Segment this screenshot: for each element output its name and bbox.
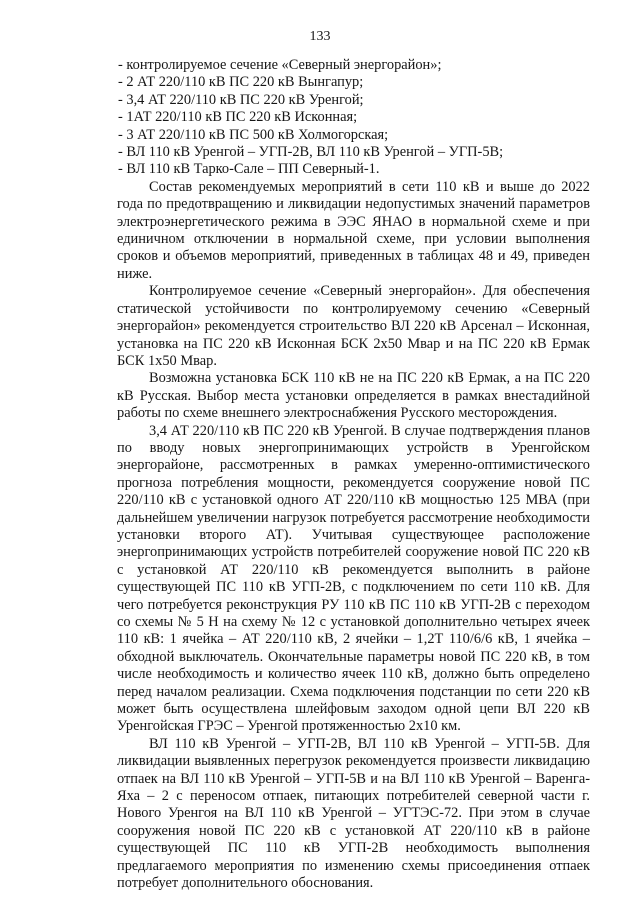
list-item: - ВЛ 110 кВ Тарко-Сале – ПП Северный-1. xyxy=(118,161,380,178)
paragraph-measures-overview: Состав рекомендуемых мероприятий в сети 110 кВ и выше до 2022 года по предотвращению и ликвидации недопустимых значений параметров электроэнергетического режима в ЭЭС ЯНАО в нормальной схеме и при единичном отключении в нормальной схеме, при условии выполнения сроков и объемов мероприятий, приведенных в таблицах 48 и 49, приведен ниже. xyxy=(117,178,590,282)
paragraph-northern-section: Контролируемое сечение «Северный энергорайон». Для обеспечения статической устойчивости по контролируемому сечению «Северный энергорайон» рекомендуется строительство ВЛ 220 кВ Арсенал – Исконная, установка на ПС 220 кВ Исконная БСК 2х50 Мвар и на ПС 220 кВ Ермак БСК 1х50 Мвар. xyxy=(117,283,590,369)
list-item: - 3,4 АТ 220/110 кВ ПС 220 кВ Уренгой; xyxy=(118,91,364,108)
paragraph-urengoy-at: 3,4 АТ 220/110 кВ ПС 220 кВ Уренгой. В случае подтверждения планов по вводу новых энергопринимающих устройств в Уренгойском энергорайоне, рассмотренных в рамках умеренно-оптимистического прогноза потребления мощности, рекомендуется сооружение новой ПС 220/110 кВ с установкой одного АТ 220/110 кВ мощностью 125 МВА (при дальнейшем увеличении нагрузок потребуется рассмотрение необходимости установки второго АТ). Учитывая существующее расположение энергопринимающих устройств потребителей сооружение новой ПС 220 кВ с установкой АТ 220/110 кВ рекомендуется выполнить в районе существующей ПС 110 кВ УГП-2В, с подключением по сети 110 кВ. Для чего потребуется реконструкция РУ 110 кВ ПС 110 кВ УГП-2В с переходом со схемы № 5 Н на схему № 12 с установкой дополнительно четырех ячеек 110 кВ: 1 ячейка – АТ 220/110 кВ, 2 ячейки – 1,2Т 110/6/6 кВ, 1 ячейка – обходной выключатель. Окончательные параметры новой ПС 220 кВ, в том числе необходимость и количество ячеек 110 кВ, должно быть определено перед началом реализации. Схема подключения подстанции по сети 220 кВ может быть осуществлена шлейфовым заходом одной цепи ВЛ 220 кВ Уренгойская ГРЭС – Уренгой протяженностью 2х10 км. xyxy=(117,422,590,735)
list-item: - контролируемое сечение «Северный энергорайон»; xyxy=(118,57,442,73)
paragraph-bsk-placement: Возможна установка БСК 110 кВ не на ПС 220 кВ Ермак, а на ПС 220 кВ Русская. Выбор места установки определяется в рамках внестадийной работы по схеме внешнего электроснабжения Русского месторождения. xyxy=(117,370,590,422)
document-body xyxy=(117,57,590,893)
paragraph-overhead-lines: ВЛ 110 кВ Уренгой – УГП-2В, ВЛ 110 кВ Уренгой – УГП-5В. Для ликвидации выявленных перегрузок рекомендуется произвести ликвидацию отпаек на ВЛ 110 кВ Уренгой – УГП-5В и на ВЛ 110 кВ Уренгой – Варенга-Яха – 2 с переносом отпаек, питающих потребителей северной части г. Нового Уренгоя на ВЛ 110 кВ Уренгой – УГТЭС-72. При этом в случае сооружения новой ПС 220 кВ с установкой АТ 220/110 кВ в районе существующей ПС 110 кВ УГП-2В необходимость выполнения предлагаемого мероприятия по изменению схемы присоединения отпаек потребует дополнительного обоснования. xyxy=(117,735,590,892)
page-number: 133 xyxy=(309,29,331,44)
list-item: - ВЛ 110 кВ Уренгой – УГП-2В, ВЛ 110 кВ Уренгой – УГП-5В; xyxy=(118,144,504,161)
list-item: - 3 АТ 220/110 кВ ПС 500 кВ Холмогорская; xyxy=(118,126,389,143)
list-item: - 1АТ 220/110 кВ ПС 220 кВ Исконная; xyxy=(118,109,358,126)
list-item: - 2 АТ 220/110 кВ ПС 220 кВ Вынгапур; xyxy=(118,74,364,91)
